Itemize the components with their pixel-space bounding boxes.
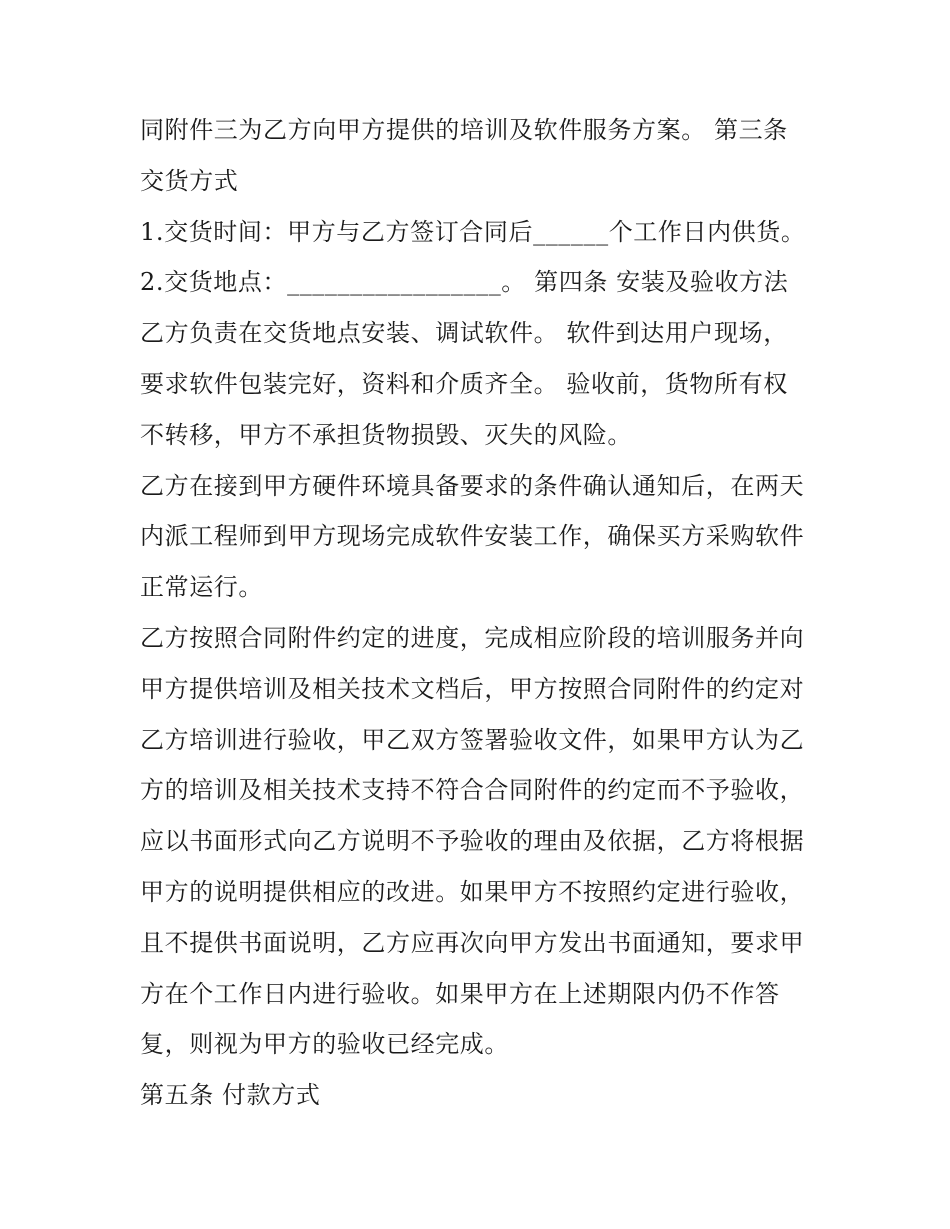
- text-line-15: 应以书面形式向乙方说明不予验收的理由及依据，乙方将根据: [140, 827, 805, 856]
- text-line-18: 方在个工作日内进行验收。如果甲方在上述期限内仍不作答: [140, 979, 780, 1008]
- text-line-11: 乙方按照合同附件约定的进度，完成相应阶段的培训服务并向: [140, 623, 805, 652]
- text-line-16: 甲方的说明提供相应的改进。如果甲方不按照约定进行验收，: [140, 877, 805, 906]
- text-line-9: 内派工程师到甲方现场完成软件安装工作，确保买方采购软件: [140, 522, 805, 551]
- text-line-1: 同附件三为乙方向甲方提供的培训及软件服务方案。 第三条: [140, 116, 788, 144]
- text-line-8: 乙方在接到甲方硬件环境具备要求的条件确认通知后，在两天: [140, 471, 805, 500]
- text-line-17: 且不提供书面说明，乙方应再次向甲方发出书面通知，要求甲: [140, 928, 805, 957]
- text-line-5: 乙方负责在交货地点安装、调试软件。 软件到达用户现场，: [140, 319, 788, 348]
- text-line-13: 乙方培训进行验收，甲乙双方签署验收文件，如果甲方认为乙: [140, 725, 805, 754]
- section-heading: 第五条 付款方式: [140, 1081, 321, 1110]
- text-line-3: 1.交货时间：甲方与乙方签订合同后______个工作日内供货。: [140, 217, 806, 246]
- text-line-12: 甲方提供培训及相关技术文档后，甲方按照合同附件的约定对: [140, 674, 805, 703]
- text-line-4: 2.交货地点：_________________。 第四条 安装及验收方法: [140, 268, 789, 297]
- text-line-2: 交货方式: [140, 166, 239, 195]
- text-line-19: 复，则视为甲方的验收已经完成。: [140, 1030, 509, 1059]
- document-body: [140, 105, 820, 1121]
- text-line-7: 不转移，甲方不承担货物损毁、灭失的风险。: [140, 420, 632, 449]
- text-line-6: 要求软件包装完好，资料和介质齐全。 验收前，货物所有权: [140, 369, 788, 398]
- text-line-10: 正常运行。: [140, 573, 263, 602]
- text-line-14: 方的培训及相关技术支持不符合合同附件的约定而不予验收，: [140, 776, 805, 805]
